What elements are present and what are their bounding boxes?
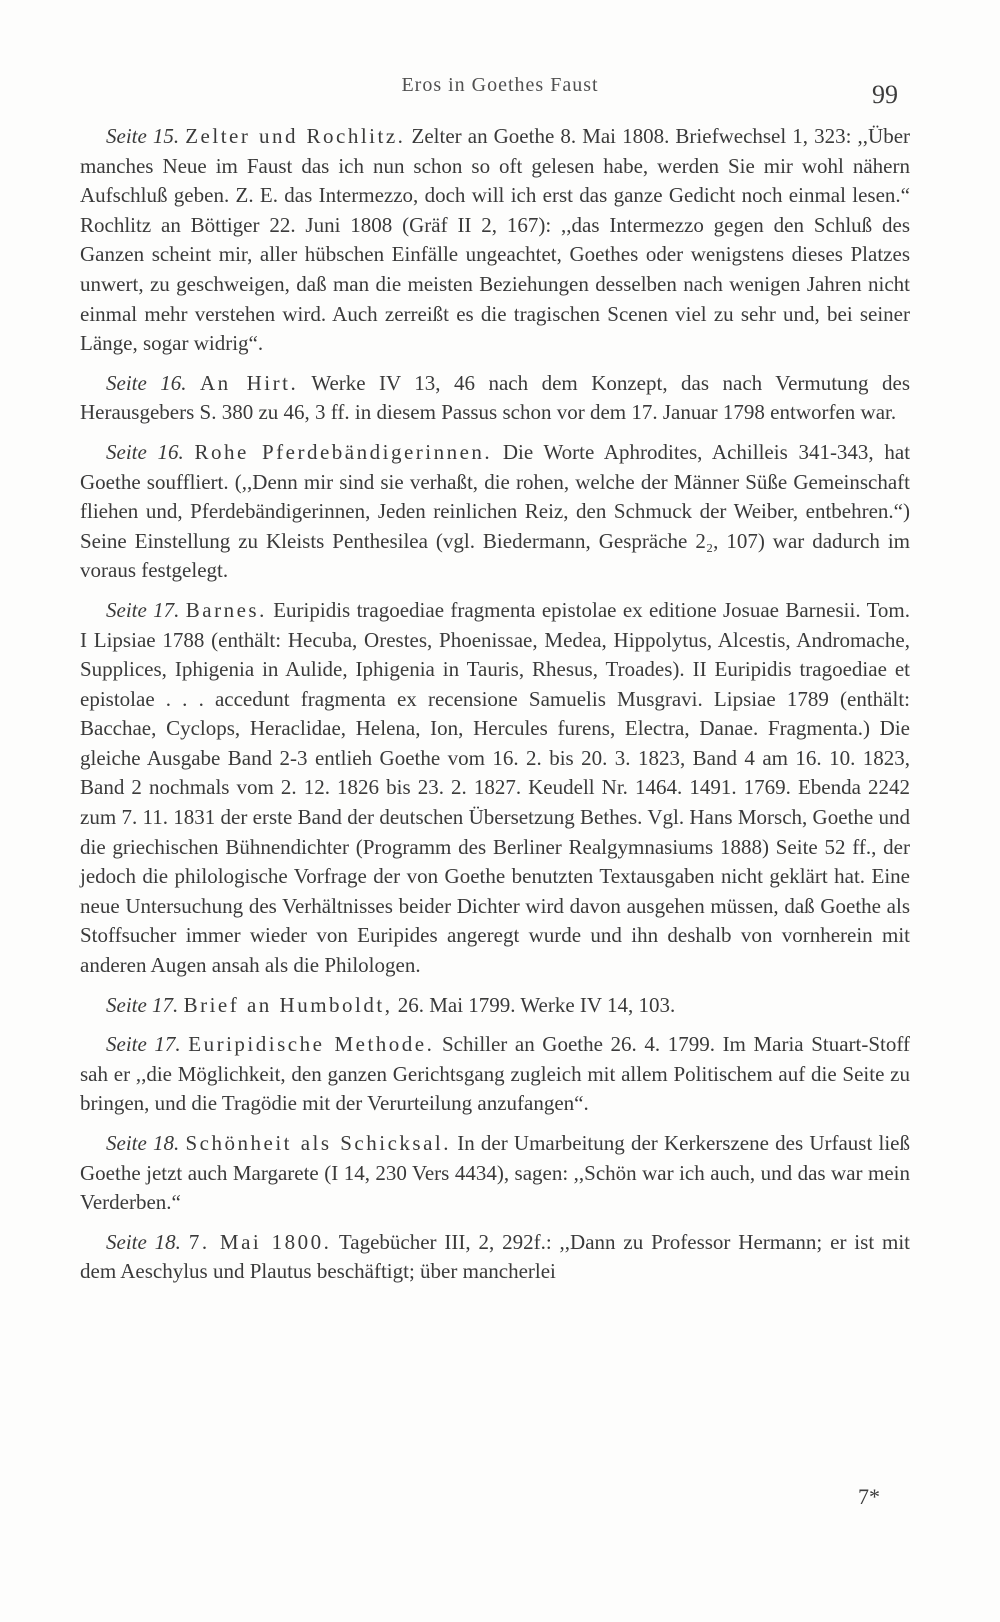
note-text: In der Umarbeitung der Kerkerszene des Urfaust ließ Goethe jetzt auch Margarete (I 14, 230 Vers 4434), sagen: ,,Schön war ich auch, und das war mein Verderben.“ [80,1131,911,1215]
lemma: Schönheit als Schicksal. [185,1131,451,1155]
lemma: Rohe Pferdebändigerinnen. [194,439,493,464]
page-reference: Seite 17. [106,992,179,1017]
lemma: 7. Mai 1800. [188,1229,332,1254]
note-entry [80,596,910,981]
note-text: Zelter an Goethe 8. Mai 1808. Briefwechsel 1, 323: ,,Über manches Neue im Faust das ich nun schon so oft gelesen habe, werden Sie mir wohl nähern Aufschluß geben. Z. E. das Intermezzo, doch will ich erst das ganze Gedicht noch einmal lesen.“ Rochlitz an Böttiger 22. Juni 1808 (Gräf II 2, 167): ,,das Intermezzo gegen den Schluß des Ganzen scheint mir, aller hübschen Einfälle ungeachtet, Goethes oder wenigstens dieses Platzes unwert, zu geschweigen, daß man die meisten Beziehungen desselben nach wenigen Jahren nicht einmal mehr verstehen wird. Auch zerreißt es die tragischen Scenen viel zu sehr und, bei seiner Länge, sogar widrig“. [80,124,911,356]
note-entry [80,991,910,1021]
note-text: Euripidis tragoediae fragmenta epistolae ex editione Josuae Barnesii. Tom. I Lipsiae 1788 (enthält: Hecuba, Orestes, Phoenissae, Medea, Hippolytus, Alcestis, Andromache, Supplices, Iphigenia in Aulide, Iphigenia in Tauris, Rhesus, Troades). II Euripidis tragoediae et epistolae . . . accedunt fragmenta ex recensione Samuelis Musgravi. Lipsiae 1789 (enthält: Bacchae, Cyclops, Heraclidae, Helena, Ion, Hercules furens, Electra, Danae. Fragmenta.) Die gleiche Ausgabe Band 2-3 entlieh Goethe vom 16. 2. bis 20. 3. 1823, Band 4 am 16. 10. 1823, Band 2 nochmals vom 2. 12. 1826 bis 23. 2. 1827. Keudell Nr. 1464. 1491. 1769. Ebenda 2242 zum 7. 11. 1831 der erste Band der deutschen Übersetzung Bethes. Vgl. Hans Morsch, Goethe und die griechischen Bühnendichter (Programm des Berliner Realgymnasiums 1888) Seite 52 ff., der jedoch die philologische Vorfrage der von Goethe benutzten Textausgaben nicht geklärt hat. Eine neue Untersuchung des Verhältnisses beider Dichter wird davon ausgehen müssen, daß Goethe als Stoffsucher immer wieder von Euripides angeregt wurde und ihn deshalb von vornherein mit anderen Augen ansah als die Philologen. [80,597,911,978]
page-reference: Seite 15. [106,124,180,148]
page-number: 99 [872,80,898,109]
note-text: Die Worte Aphrodites, Achilleis 341-343, hat Goethe souffliert. (,,Denn mir sind sie verhaßt, die rohen, welche der Männer Süße Gemeinschaft fliehen und, Pferdebändigerinnen, Jeden reinlichen Reiz, den Schmuck der Weiber, entbehren.“) Seine Einstellung zu Kleists Penthesilea (vgl. Biedermann, Gespräche 2₂, 107) war dadurch im voraus festgelegt. [80,439,911,583]
page-reference: Seite 17. [106,1032,181,1057]
page-reference: Seite 16. [106,370,187,395]
note-text: Werke IV 13, 46 nach dem Konzept, das nach Vermutung des Herausgebers S. 380 zu 46, 3 ff. in diesem Passus schon vor dem 17. Januar 1798 entworfen war. [80,370,911,425]
lemma: An Hirt. [200,370,299,395]
note-entry [80,122,910,359]
note-entry [80,438,910,586]
note-entry [80,1228,910,1287]
lemma: Brief an Humboldt, [183,992,393,1017]
notes-body [80,122,910,1297]
page-reference: Seite 18. [106,1131,180,1155]
note-entry [80,369,910,428]
page-reference: Seite 17. [106,597,180,622]
note-entry [80,1030,910,1119]
page-reference: Seite 18. [106,1229,181,1254]
note-text: Schiller an Goethe 26. 4. 1799. Im Maria Stuart-Stoff sah er ,,die Möglichkeit, den ganzen Gerichtsgang zugleich mit allem Politischem auf die Seite zu bringen, und die Tragödie mit der Verurteilung anzufangen“. [80,1032,910,1116]
note-text: 26. Mai 1799. Werke IV 14, 103. [397,992,676,1017]
note-text: Tagebücher III, 2, 292f.: ,,Dann zu Professor Hermann; er ist mit dem Aeschylus und Plautus beschäftigt; über mancherlei [80,1229,911,1284]
lemma: Euripidische Methode. [188,1032,435,1057]
signature-mark: 7* [858,1484,880,1509]
lemma: Zelter und Rochlitz. [185,124,406,148]
running-title: Eros in Goethes Faust [401,74,599,96]
page-reference: Seite 16. [106,439,184,464]
note-entry [80,1129,910,1218]
lemma: Barnes. [185,597,267,622]
